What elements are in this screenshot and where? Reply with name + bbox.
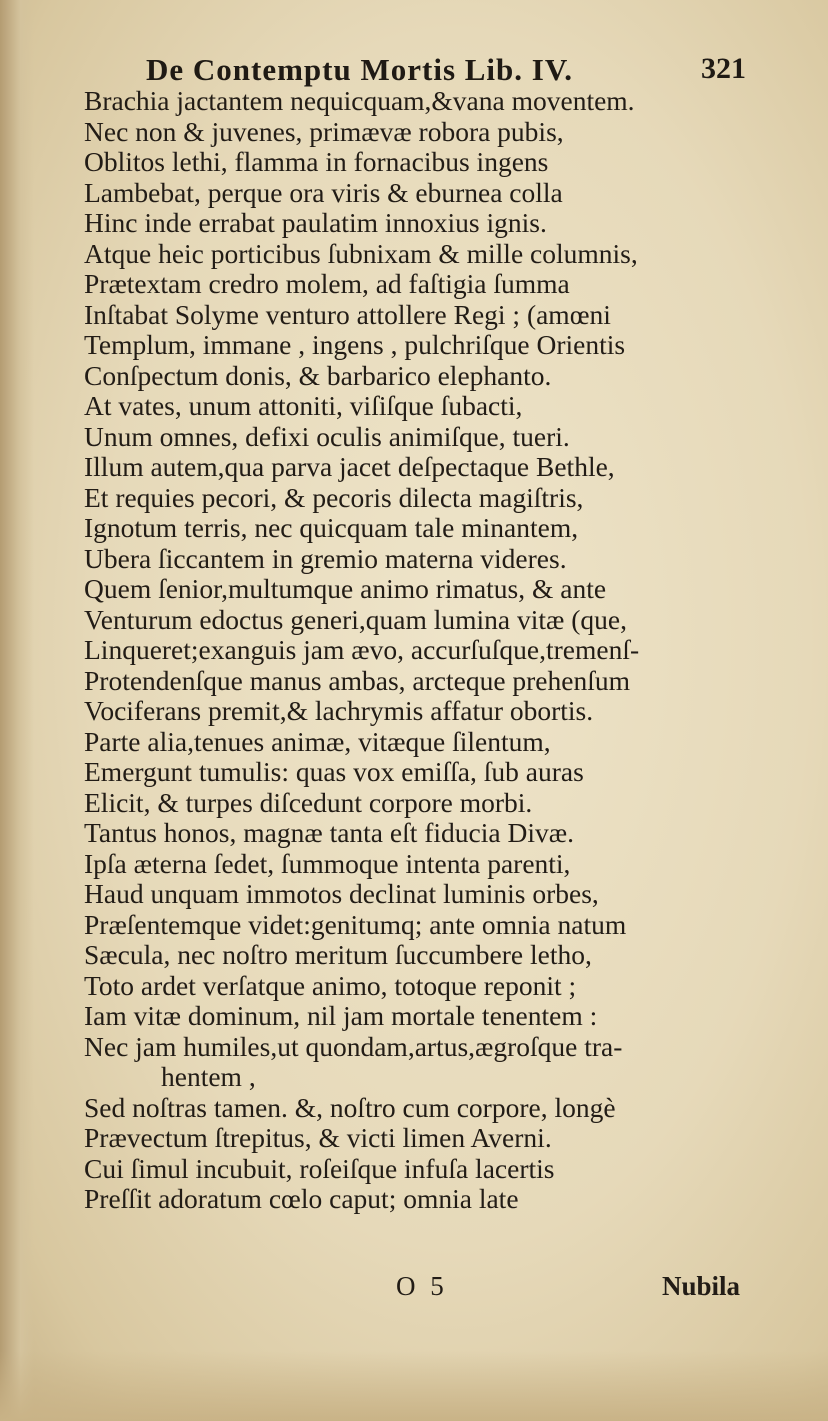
page-bottom-edge — [0, 1351, 828, 1421]
verse-line: Unum omnes, defixi oculis animiſque, tueri. — [84, 420, 570, 452]
verse-line: Iam vitæ dominum, nil jam mortale tenentem : — [84, 1000, 598, 1031]
verse-line: Preſſit adoratum cœlo caput; omnia late — [84, 1183, 519, 1214]
verse-line: Lambebat, perque ora viris & eburnea colla — [84, 176, 563, 208]
verse-line: Ipſa æterna ſedet, ſummoque intenta parenti, — [84, 847, 571, 879]
verse-line: Atque heic porticibus ſubnixam & mille columnis, — [84, 237, 638, 269]
verse-line: Protendenſque manus ambas, arcteque prehenſum — [84, 664, 630, 696]
verse-line: Nec non & juvenes, primævæ robora pubis, — [84, 115, 564, 147]
verse-line: Brachia jactantem nequicquam,&vana moventem. — [84, 85, 635, 116]
verse-line: Venturum edoctus generi,quam lumina vitæ (que, — [84, 603, 628, 635]
verse-line: Conſpectum donis, & barbarico elephanto. — [84, 359, 552, 391]
page-footer — [84, 1271, 740, 1305]
verse-line: Toto ardet verſatque animo, totoque reponit ; — [84, 969, 577, 1001]
verse-line: Elicit, & turpes diſcedunt corpore morbi. — [84, 786, 533, 818]
page-gutter-shadow — [0, 0, 34, 1421]
verse-line: Sed noſtras tamen. &, noſtro cum corpore, longè — [84, 1091, 616, 1123]
signature-mark: O 5 — [396, 1271, 448, 1301]
verse-line: Prætextam credro molem, ad faſtigia ſumma — [84, 268, 570, 299]
verse-line: Oblitos lethi, flamma in fornacibus ingens — [84, 146, 549, 177]
verse-line: Prævectum ſtrepitus, & victi limen Averni. — [84, 1122, 552, 1153]
verse-line: Haud unquam immotos declinat luminis orbes, — [84, 878, 599, 909]
verse-line: Vociferans premit,& lachrymis affatur obortis. — [84, 695, 594, 726]
running-title: De Contemptu Mortis Lib. IV. — [146, 52, 573, 87]
verse-line: Inſtabat Solyme venturo attollere Regi ; (amœni — [84, 298, 611, 330]
verse-line: Ignotum terris, nec quicquam tale minantem, — [84, 512, 579, 543]
verse-line: Illum autem,qua parva jacet deſpectaque Bethle, — [84, 451, 615, 482]
verse-line: Cui ſimul incubuit, roſeiſque infuſa lacertis — [84, 1152, 555, 1184]
verse-line: Hinc inde errabat paulatim innoxius ignis. — [84, 207, 547, 238]
verse-line: Sæcula, nec noſtro meritum ſuccumbere letho, — [84, 939, 592, 970]
verse-line: Quem ſenior,multumque animo rimatus, & ante — [84, 573, 607, 604]
verse-line: At vates, unum attoniti, viſiſque ſubacti, — [84, 390, 523, 421]
catchword: Nubila — [661, 1271, 740, 1301]
verse-line-continuation: hentem , — [161, 1061, 256, 1092]
verse-line: Parte alia,tenues animæ, vitæque ſilentum, — [84, 725, 551, 757]
verse-line: Ubera ſiccantem in gremio materna videres. — [84, 542, 567, 574]
verse-line: Tantus honos, magnæ tanta eſt fiducia Divæ. — [84, 817, 574, 848]
verse-line: Nec jam humiles,ut quondam,artus,ægroſque tra- — [84, 1030, 623, 1062]
page-number: 321 — [701, 52, 746, 85]
verse-text — [84, 86, 764, 1215]
verse-line: Linqueret;exanguis jam ævo, accurſuſque,tremenſ- — [84, 634, 640, 665]
verse-line: Et requies pecori, & pecoris dilecta magiſtris, — [84, 481, 584, 513]
verse-line: Emergunt tumulis: quas vox emiſſa, ſub auras — [84, 756, 584, 787]
verse-line: Templum, immane , ingens , pulchriſque Orientis — [84, 329, 626, 360]
verse-line: Præſentemque videt:genitumq; ante omnia natum — [84, 908, 627, 940]
